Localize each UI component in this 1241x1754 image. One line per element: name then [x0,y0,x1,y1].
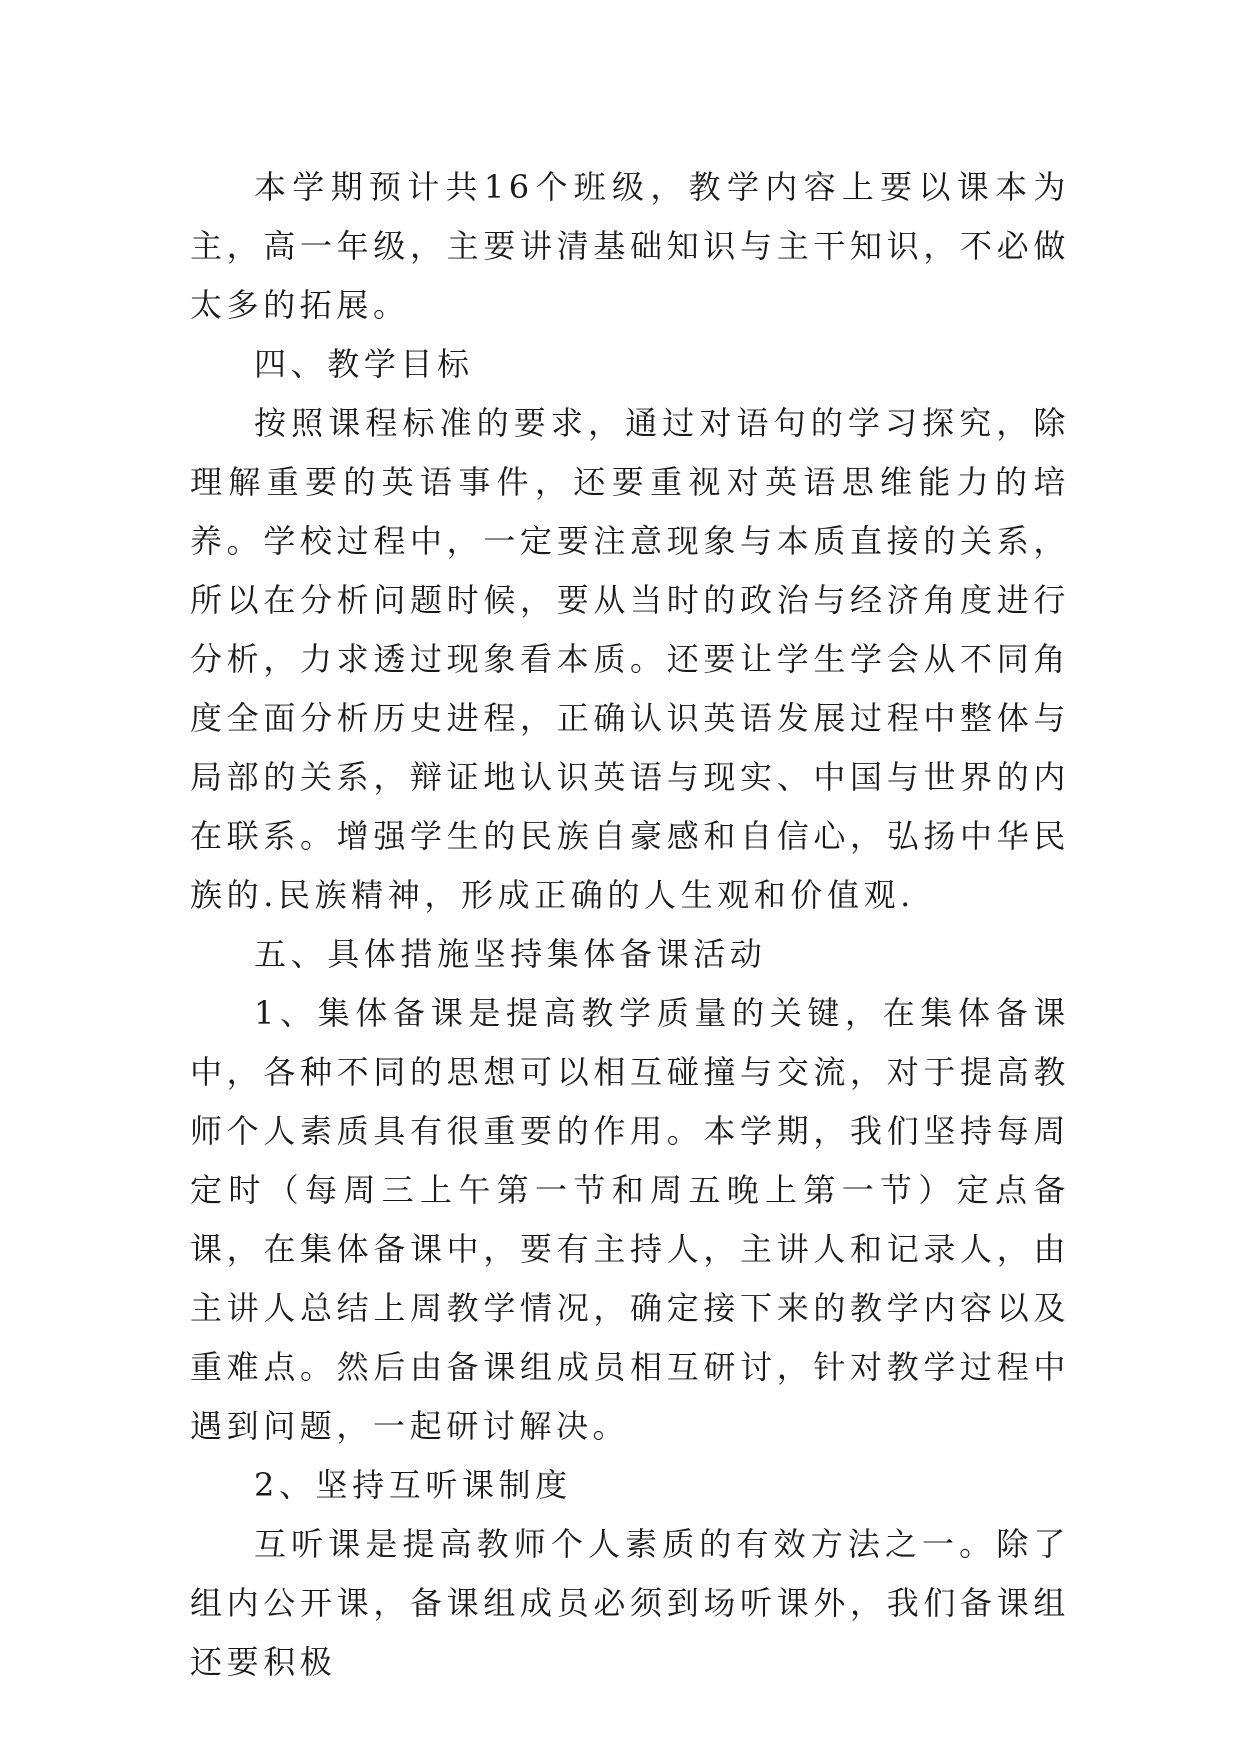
heading-specific-measures: 五、具体措施坚持集体备课活动 [254,935,767,973]
paragraph-peer-observation: 互听课是提高教师个人素质的有效方法之一。除了组内公开课，备课组成员必须到场听课外，我们备课组还要积极 [190,1525,1070,1681]
paragraph-teaching-goals: 按照课程标准的要求，通过对语句的学习探究，除理解重要的英语事件，还要重视对英语思维能力的培养。学校过程中，一定要注意现象与本质直接的关系，所以在分析问题时候，要从当时的政治与经济角度进行分析，力求透过现象看本质。还要让学生学会从不同角度全面分析历史进程，正确认识英语发展过程中整体与局部的关系，辩证地认识英语与现实、中国与世界的内在联系。增强学生的民族自豪感和自信心，弘扬中华民族的.民族精神，形成正确的人生观和价值观. [190,404,1070,914]
heading-peer-observation: 2、坚持互听课制度 [254,1466,572,1504]
heading-teaching-goals: 四、教学目标 [254,345,474,383]
paragraph-collective-lesson-prep: 1、集体备课是提高教学质量的关键，在集体备课中，各种不同的思想可以相互碰撞与交流，对于提高教师个人素质具有很重要的作用。本学期，我们坚持每周定时（每周三上午第一节和周五晚上第一节）定点备课，在集体备课中，要有主持人，主讲人和记录人，由主讲人总结上周教学情况，确定接下来的教学内容以及重难点。然后由备课组成员相互研讨，针对教学过程中遇到问题，一起研讨解决。 [190,994,1070,1445]
paragraph-class-arrangement: 本学期预计共16个班级，教学内容上要以课本为主，高一年级，主要讲清基础知识与主干知识，不必做太多的拓展。 [190,168,1070,324]
document-page [190,158,1070,1692]
